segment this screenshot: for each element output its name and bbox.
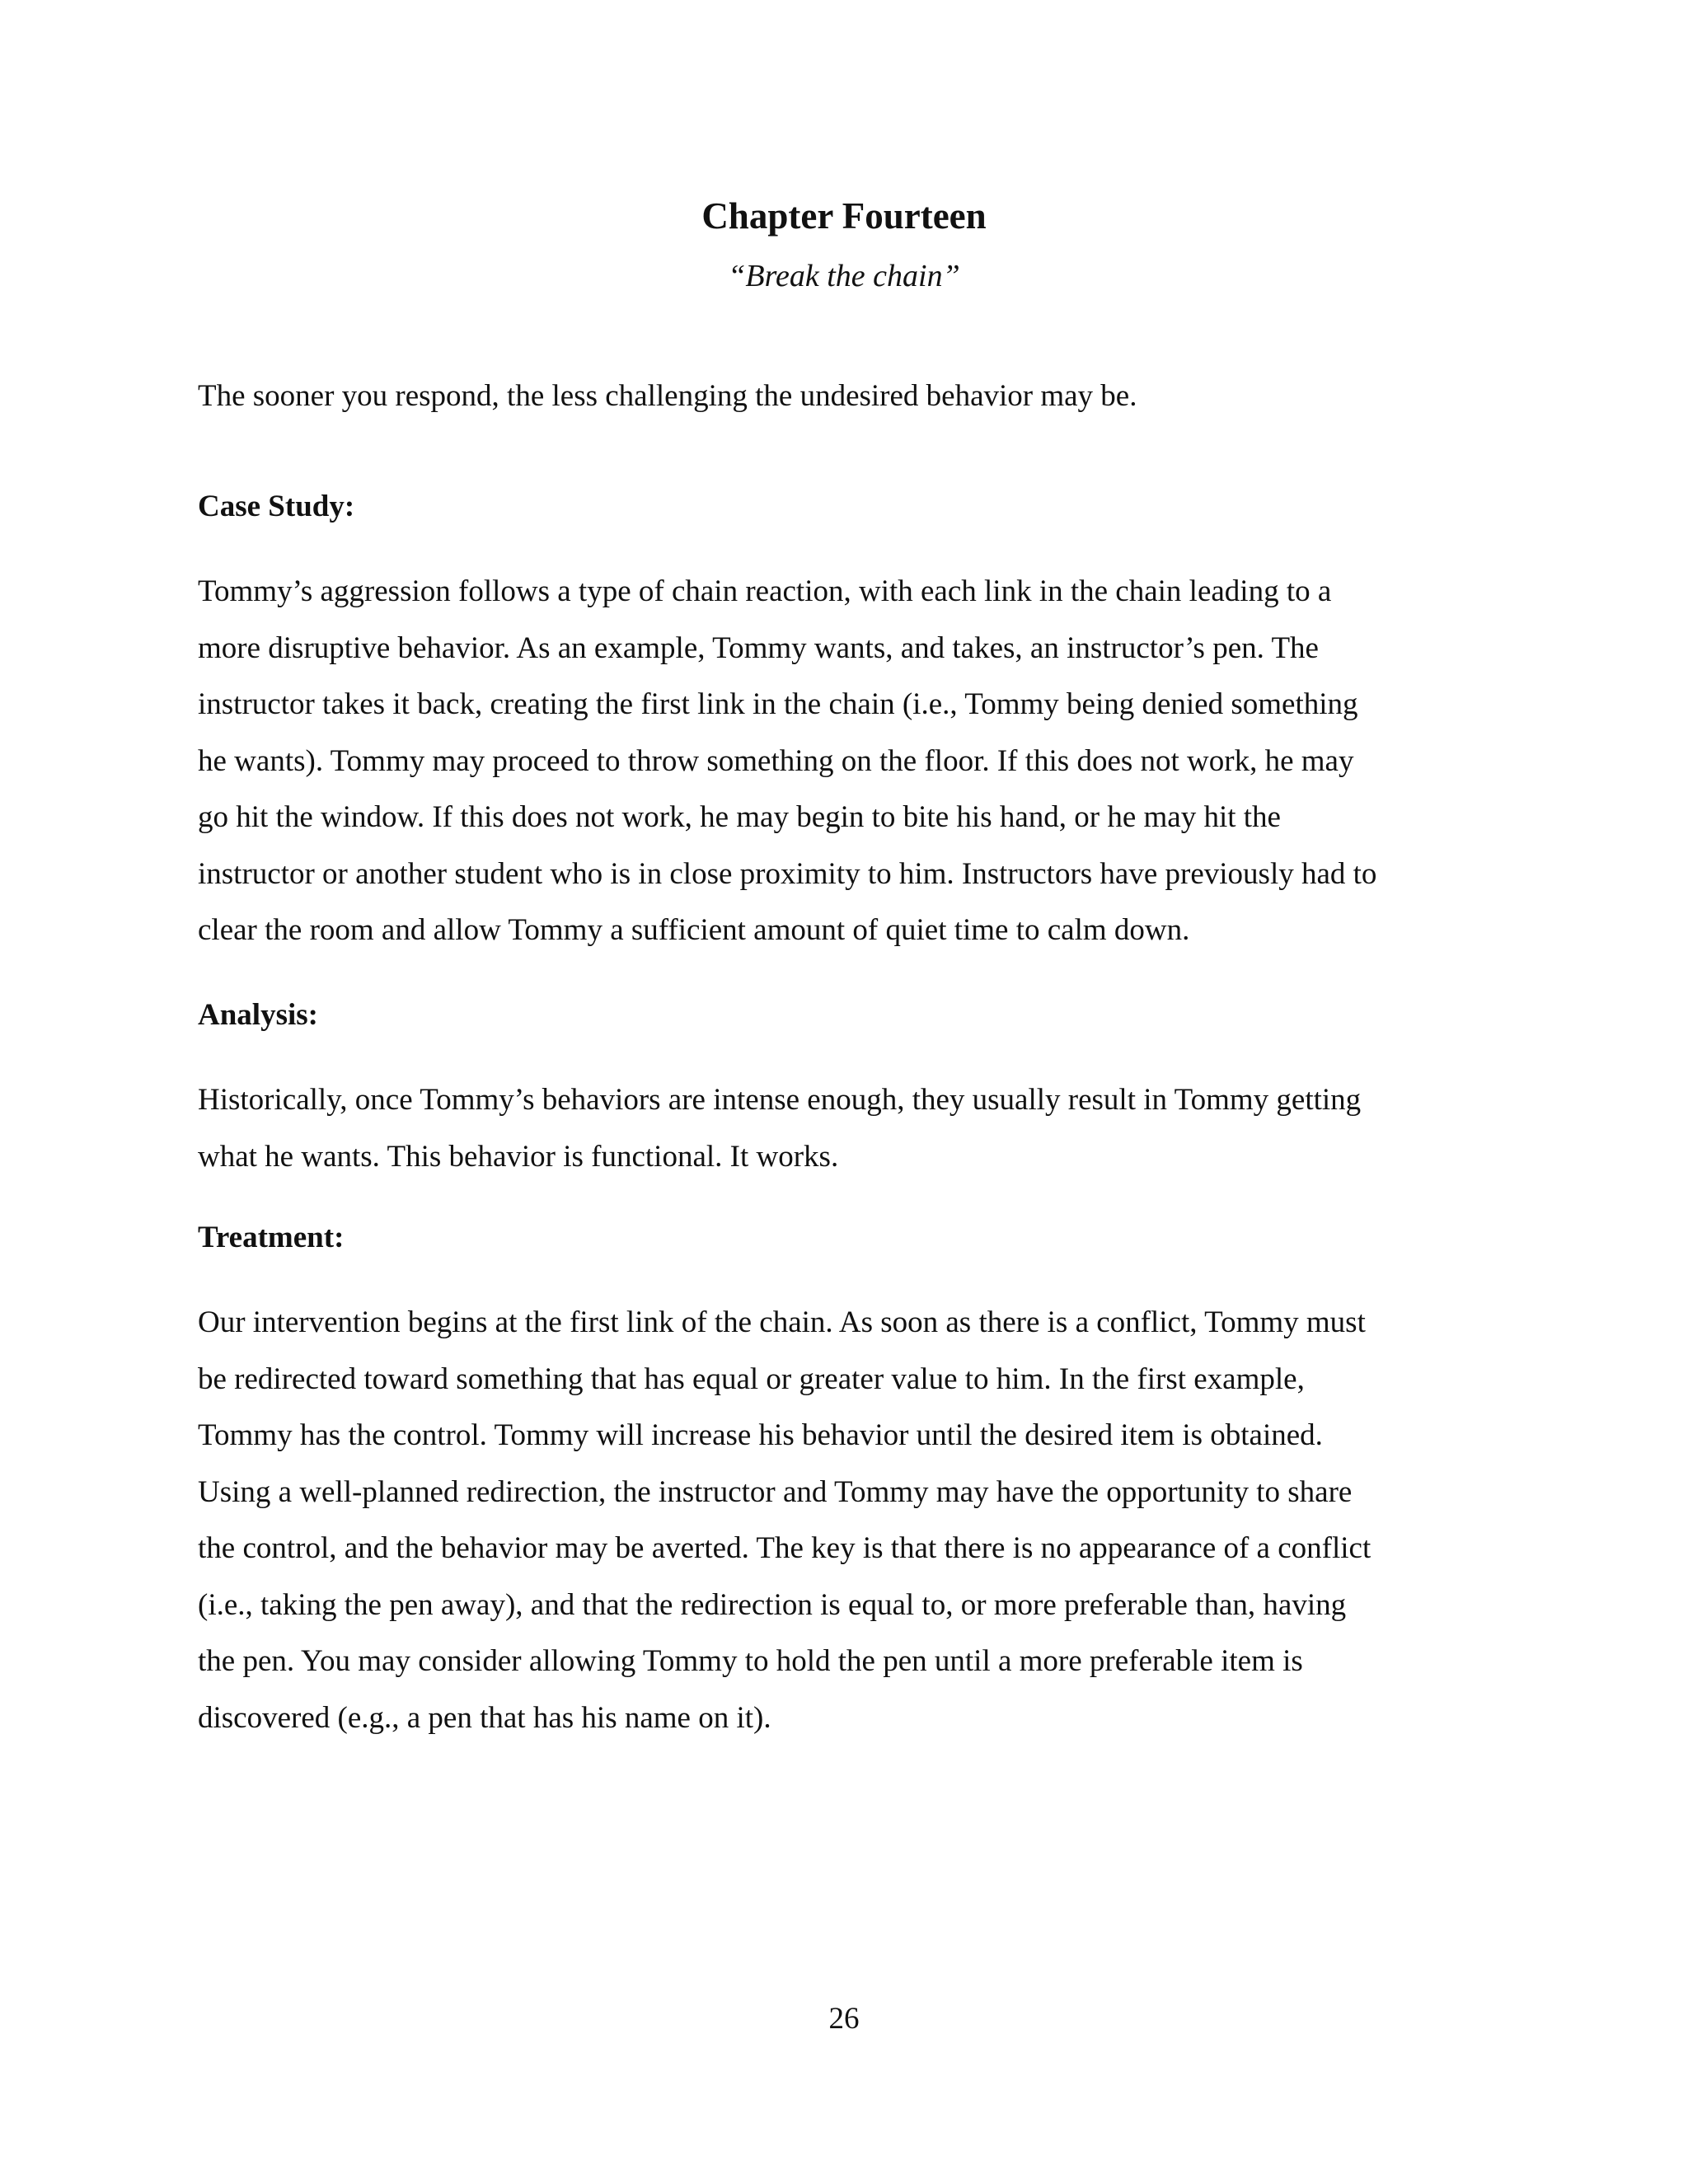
chapter-title: Chapter Fourteen	[701, 195, 987, 237]
case-study-heading: Case Study:	[198, 490, 355, 523]
paragraph-line: instructor or another student who is in close proximity to him. Instructors have previously had to	[198, 856, 1377, 891]
page-number: 26	[828, 2002, 860, 2036]
analysis-heading: Analysis:	[198, 998, 318, 1032]
chapter-subtitle: “Break the chain”	[728, 259, 960, 293]
paragraph-line: Our intervention begins at the first link of the chain. As soon as there is a conflict, Tommy must	[198, 1305, 1366, 1339]
paragraph-line: more disruptive behavior. As an example, Tommy wants, and takes, an instructor’s pen. The	[198, 630, 1319, 665]
analysis-paragraph	[198, 1072, 1492, 1185]
paragraph-line: the pen. You may consider allowing Tommy to hold the pen until a more preferable item is	[198, 1644, 1303, 1678]
treatment-paragraph	[198, 1295, 1492, 1746]
paragraph-line: be redirected toward something that has equal or greater value to him. In the first example,	[198, 1361, 1305, 1396]
paragraph-line: he wants). Tommy may proceed to throw something on the floor. If this does not work, he may	[198, 743, 1354, 778]
paragraph-line: the control, and the behavior may be averted. The key is that there is no appearance of a conflict	[198, 1531, 1372, 1565]
paragraph-line: what he wants. This behavior is functional. It works.	[198, 1139, 839, 1174]
paragraph-line: Using a well-planned redirection, the instructor and Tommy may have the opportunity to share	[198, 1474, 1353, 1509]
paragraph-line: Tommy’s aggression follows a type of chain reaction, with each link in the chain leading to a	[198, 574, 1332, 608]
paragraph-line: (i.e., taking the pen away), and that the redirection is equal to, or more preferable than, having	[198, 1587, 1347, 1622]
paragraph-line: clear the room and allow Tommy a sufficient amount of quiet time to calm down.	[198, 913, 1190, 947]
intro-paragraph: The sooner you respond, the less challenging the undesired behavior may be.	[198, 379, 1137, 413]
paragraph-line: discovered (e.g., a pen that has his name on it).	[198, 1700, 771, 1735]
case-study-paragraph	[198, 564, 1492, 959]
paragraph-line: Tommy has the control. Tommy will increase his behavior until the desired item is obtained.	[198, 1418, 1323, 1452]
paragraph-line: go hit the window. If this does not work, he may begin to bite his hand, or he may hit the	[198, 800, 1281, 834]
treatment-heading: Treatment:	[198, 1221, 345, 1254]
paragraph-line: instructor takes it back, creating the first link in the chain (i.e., Tommy being denied something	[198, 687, 1358, 721]
paragraph-line: Historically, once Tommy’s behaviors are intense enough, they usually result in Tommy getting	[198, 1083, 1362, 1117]
